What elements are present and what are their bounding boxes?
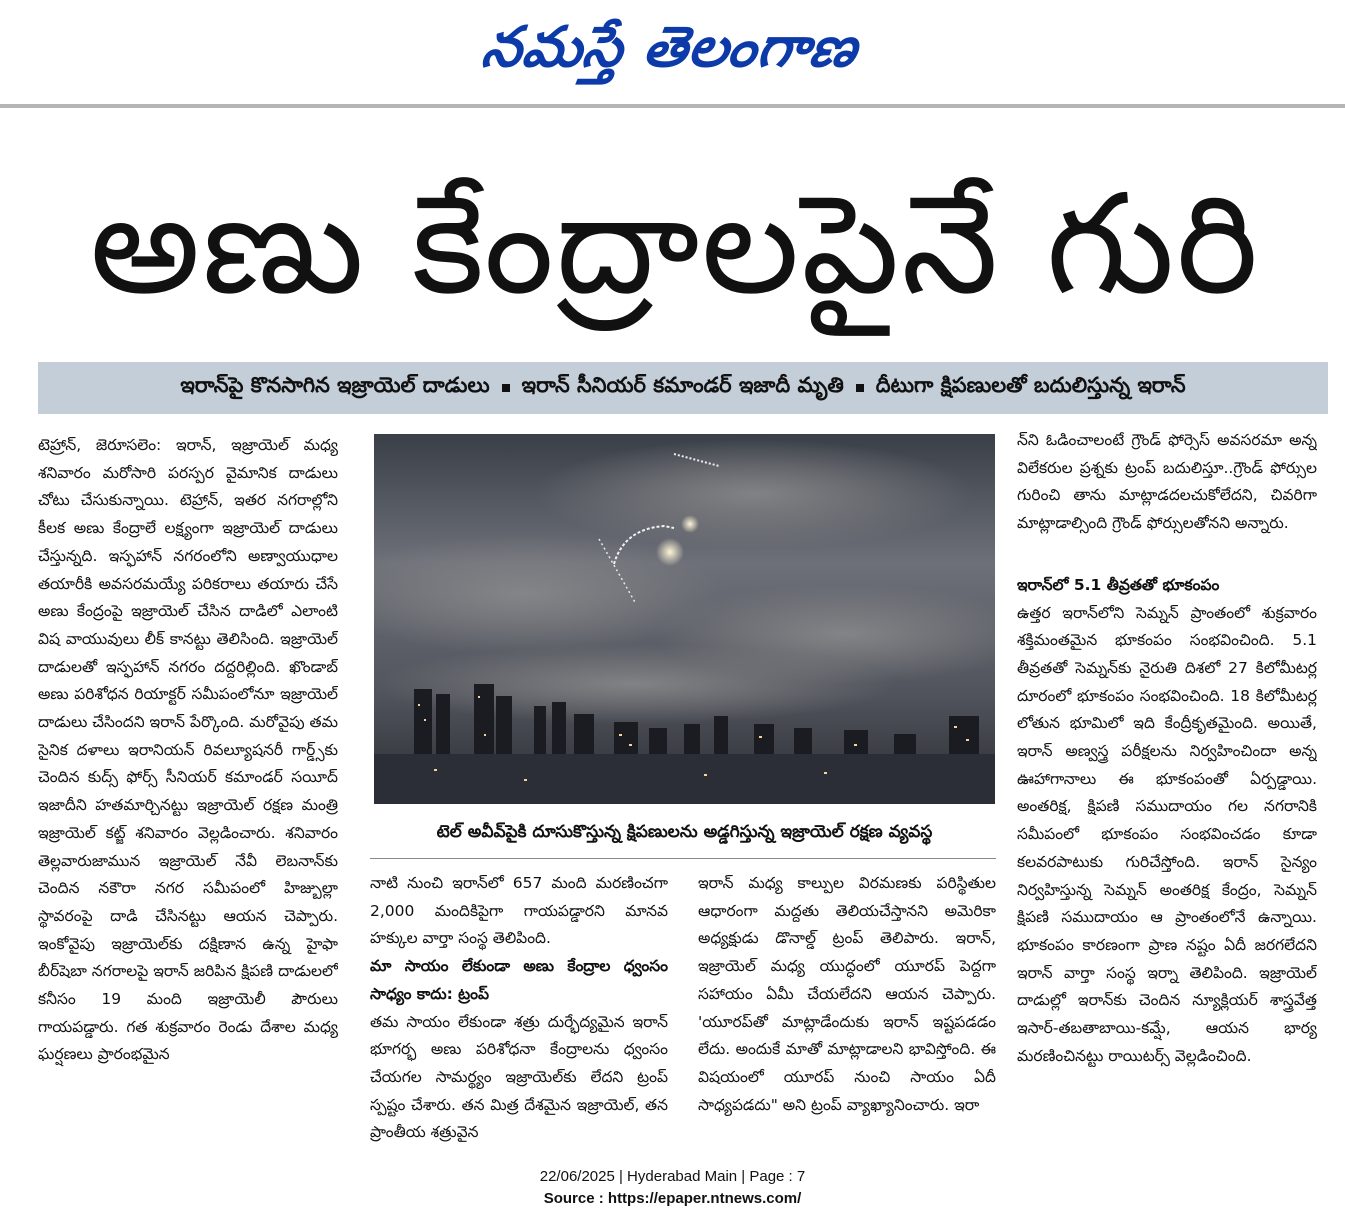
- photo-caption: టెల్ అవీవ్‌పైకి దూసుకొస్తున్న క్షిపణులను అడ్డగిస్తున్న ఇజ్రాయెల్ రక్షణ వ్యవస్థ: [436, 822, 933, 842]
- article-subheading: ఇరాన్‌లో 5.1 తీవ్రతతో భూకంపం: [1017, 575, 1220, 594]
- page-footer: [0, 1166, 1345, 1216]
- article-column-1: [38, 432, 338, 1154]
- article-paragraph: తమ సాయం లేకుండా శత్రు దుర్భేద్యమైన ఇరాన్ భూగర్భ అణు పరిశోధనా కేంద్రాలను ధ్వంసం చేయగల సామర్థ్యం ఇజ్రాయెల్‌కు లేదని ట్రంప్ స్పష్టం చేశారు. తన మిత్ర దేశమైన ఇజ్రాయెల్, తన ప్రాంతీయ శత్రువైన: [370, 1012, 668, 1142]
- newspaper-logo: నమస్తే తెలంగాణ: [478, 15, 863, 80]
- night-sky-city-photo: [374, 434, 995, 804]
- article-paragraph: టెహ్రాన్, జెరూసలెం: ఇరాన్, ఇజ్రాయెల్ మధ్య శనివారం మరోసారి పరస్పర వైమానిక దాడులు చోటు చేసుకున్నాయి. టెహ్రాన్, ఇతర నగరాల్లోని కీలక అణు కేంద్రాలే లక్ష్యంగా ఇజ్రాయెల్ దాడులు చేస్తున్నది. ఇస్ఫహాన్ నగరంలోని అణ్వాయుధాల తయారీకి అవసరమయ్యే పరికరాలు తయారు చేసే అణు కేంద్రంపై ఇజ్రాయెల్ చేసిన దాడిలో ఎలాంటి విష వాయువులు లీక్ కానట్టు తెలిసింది. ఇజ్రాయెల్ దాడులతో ఇస్ఫహాన్ నగరం దద్దరిల్లింది. ఖొండాబ్ అణు పరిశోధన రియాక్టర్ సమీపంలోనూ ఇజ్రాయెల్ దాడులు చేసిందని ఇరాన్ పేర్కొంది. మరోవైపు తమ సైనిక దళాలు ఇరానియన్ రివల్యూషనరీ గార్డ్స్‌కు చెందిన కుద్స్ ఫోర్స్ సీనియర్ కమాండర్ సయీద్ ఇజాదీని హతమార్చినట్టు ఇజ్రాయెల్ రక్షణ మంత్రి ఇజ్రాయెల్ కట్జ్ శనివారం వెల్లడించారు. శనివారం తెల్లవారుజామున ఇజ్రాయెల్ నేవీ లెబనాన్‌కు చెందిన నకౌరా నగర సమీపంలో హిజ్బుల్లా స్థావరంపై దాడి చేసినట్టు ఆయన చెప్పారు. ఇంకోవైపు ఇజ్రాయెల్‌కు దక్షిణాన ఉన్న హైఫా బీర్‌షెబా నగరాలపై ఇరాన్ జరిపిన క్షిపణి దాడులలో కనీసం 19 మంది ఇజ్రాయెలీ పౌరులు గాయపడ్డారు. గత శుక్రవారం రెండు దేశాల మధ్య ఘర్షణలు ప్రారంభమైన: [38, 436, 338, 1064]
- article-paragraph: ఉత్తర ఇరాన్‌లోని సెమ్నన్ ప్రాంతంలో శుక్రవారం శక్తిమంతమైన భూకంపం సంభవించింది. 5.1 తీవ్రతతో సెమ్నన్‌కు నైరుతి దిశలో 27 కిలోమీటర్ల దూరంలో భూకంపం సంభవించింది. 18 కిలోమీటర్ల లోతున భూమిలో ఇది కేంద్రీకృతమైంది. అయితే, ఇరాన్ అణ్వస్త్ర పరీక్షలను నిర్వహించిందా అన్న ఊహాగానాలు ఈ భూకంపంతో ఏర్పడ్డాయి. అంతరిక్ష, క్షిపణి సముదాయం గల నగరానికి సమీపంలో భూకంపం సంభవించడం కూడా కలవరపాటుకు గురిచేస్తోంది. ఇరాన్ సైన్యం నిర్వహిస్తున్న సెమ్నన్ అంతరిక్ష కేంద్రం, సెమ్నన్ క్షిపణి సముదాయం ఆ ప్రాంతంలోనే ఉన్నాయి. భూకంపం కారణంగా ప్రాణ నష్టం ఏదీ జరగలేదని ఇరాన్ వార్తా సంస్థ ఇర్నా తెలిపింది. ఇజ్రాయెల్ దాడుల్లో ఇరాన్‌కు చెందిన న్యూక్లియర్ శాస్త్రవేత్త ఇసార్-తబతాబాయి-కమ్షే, ఆయన భార్య మరణించినట్టు రాయిటర్స్ వెల్లడించింది.: [1017, 603, 1317, 1065]
- caption-divider: [370, 858, 996, 859]
- subheadline-3: దీటుగా క్షిపణులతో బదులిస్తున్న ఇరాన్: [875, 373, 1186, 397]
- news-photo: [374, 434, 995, 804]
- column-spacer: [1017, 538, 1317, 572]
- subheadline-2: ఇరాన్ సీనియర్ కమాండర్ ఇజాదీ మృతి: [521, 373, 844, 397]
- footer-date-edition: 22/06/2025 | Hyderabad Main | Page : 7: [539, 1168, 806, 1185]
- article-column-4: [1017, 427, 1317, 1154]
- masthead-divider: [0, 104, 1345, 108]
- bullet-icon: [502, 384, 510, 392]
- article-subheading: మా సాయం లేకుండా అణు కేంద్రాల ధ్వంసం సాధ్యం కాదు: ట్రంప్: [370, 957, 668, 1003]
- article-column-3: [698, 870, 996, 1154]
- footer-source: Source : https://epaper.ntnews.com/: [543, 1190, 802, 1207]
- subheadline-bar: [38, 362, 1328, 414]
- masthead: [0, 0, 1345, 100]
- article-paragraph: నాటి నుంచి ఇరాన్‌లో 657 మంది మరణించగా 2,000 మందికిపైగా గాయపడ్డారని మానవ హక్కుల వార్తా సంస్థ తెలిపింది.: [370, 874, 668, 948]
- article-paragraph: న్‌ని ఓడించాలంటే గ్రౌండ్ ఫోర్సెస్ అవసరమా అన్న విలేకరుల ప్రశ్నకు ట్రంప్ బదులిస్తూ..గ్రౌండ్ ఫోర్సుల గురించి తాను మాట్లాడదలచుకోలేదని, చివరిగా మాట్లాడాల్సింది గ్రౌండ్ ఫోర్సులతోనని అన్నారు.: [1017, 431, 1317, 533]
- subheadline-1: ఇరాన్‌పై కొనసాగిన ఇజ్రాయెల్ దాడులు: [180, 373, 490, 397]
- headline: అణు కేంద్రాలపైనే గురి: [89, 164, 1261, 325]
- article-paragraph: ఇరాన్ మధ్య కాల్పుల విరమణకు పరిస్థితుల ఆధారంగా మద్దతు తెలియచేస్తానని అమెరికా అధ్యక్షుడు డొనాల్డ్ ట్రంప్ తెలిపారు. ఇరాన్, ఇజ్రాయెల్ మధ్య యుద్ధంలో యూరప్ పెద్దగా సహాయం ఏమీ చేయలేదని ఆయన చెప్పారు. 'యూరప్‌తో మాట్లాడేందుకు ఇరాన్ ఇష్టపడడం లేదు. అందుకే మాతో మాట్లాడాలని భావిస్తోంది. ఈ విషయంలో యూరప్ నుంచి సాయం ఏదీ సాధ్యపడదు" అని ట్రంప్ వ్యాఖ్యానించారు. ఇరా: [698, 874, 996, 1114]
- bullet-icon: [856, 384, 864, 392]
- article-column-2: [370, 870, 668, 1154]
